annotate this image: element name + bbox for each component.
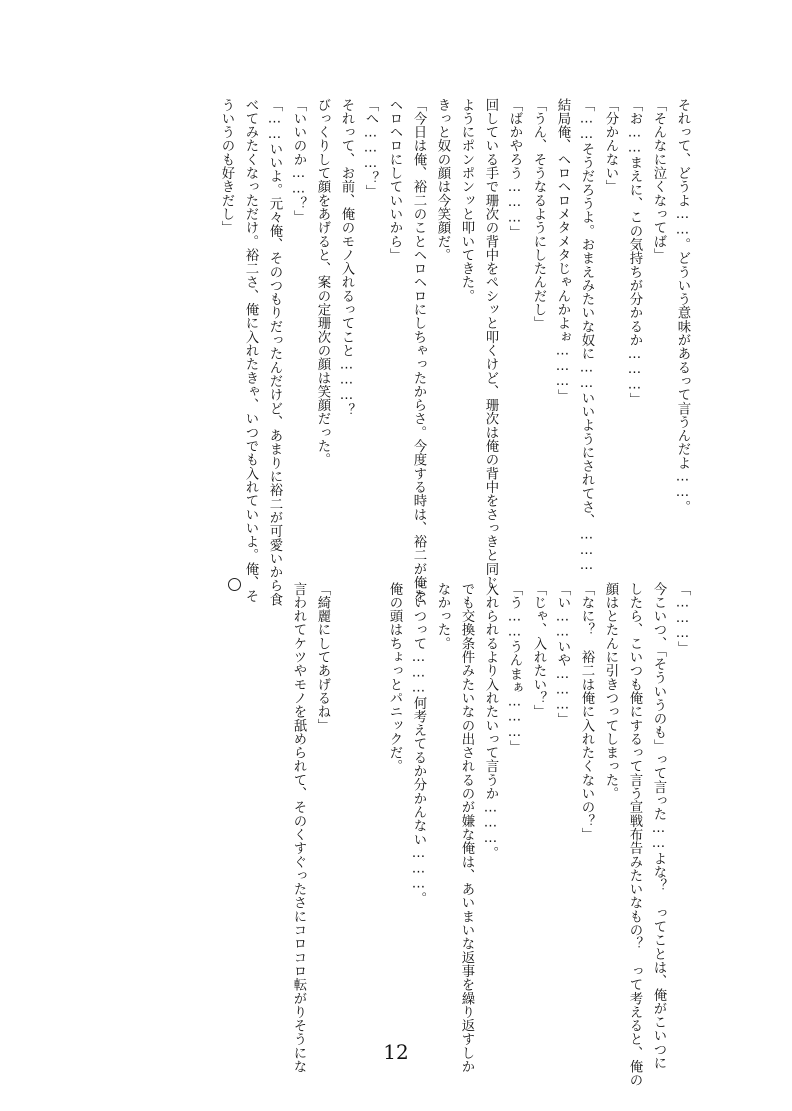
text-line: 回している手で珊次の背中をペシッと叩くけど、珊次は俺の背中をさっきと同じ bbox=[483, 98, 498, 590]
text-line: 「……そうだろうよ。おまえみたいな奴に……いいようにされてさ、……… bbox=[579, 98, 594, 574]
text-line: 「う……うんまぁ………」 bbox=[507, 582, 522, 754]
text-line: でも交換条件みたいなの出されるのが嫌な俺は、あいまいな返事を繰り返すしか bbox=[459, 582, 474, 1074]
text-line: 入れられるより入れたいって言うか………。 bbox=[483, 582, 498, 860]
text-line: 「なに？ 裕二は俺に入れたくないの？」 bbox=[579, 582, 594, 842]
text-line: 「……いいよ。元々俺、そのつもりだったんだけど、あまりに裕二が可愛いから食 bbox=[267, 98, 282, 607]
page-number: 12 bbox=[383, 1040, 409, 1064]
text-line: べてみたくなっただけ。裕二さ、俺に入れたきゃ、いつでも入れていいよ。俺、そ bbox=[243, 98, 258, 604]
text-line: ようにポンポンッと叩いてきた。 bbox=[459, 98, 474, 303]
text-line: 「ばかやろう………」 bbox=[507, 98, 522, 240]
text-line: それって、お前、俺のモノ入れるってこと………？ bbox=[339, 98, 354, 417]
text-line: ヘロヘロにしていいから」 bbox=[387, 98, 402, 262]
text-line: きっと奴の顔は今笑顔だ。 bbox=[435, 98, 450, 262]
text-line: 「い……いや………」 bbox=[555, 582, 570, 727]
text-line: こいつって………何考えてるか分かんない………。 bbox=[411, 582, 426, 906]
text-line: 俺の頭はちょっとパニックだ。 bbox=[387, 582, 402, 774]
scene-break-circle bbox=[228, 578, 241, 591]
text-line: びっくりして顔をあげると、案の定珊次の顔は笑顔だった。 bbox=[315, 98, 330, 467]
text-line: 「じゃ、入れたい？」 bbox=[531, 582, 546, 719]
text-line: 「いいのか……？」 bbox=[291, 98, 306, 225]
text-line: 顔はとたんに引きつってしまった。 bbox=[603, 582, 618, 801]
text-line: 「うん、そうなるようにしたんだし」 bbox=[531, 98, 546, 331]
text-line: 「お……まえに、この気持ちが分かるか………」 bbox=[627, 98, 642, 407]
text-line: 「綺麗にしてあげるね」 bbox=[315, 582, 330, 733]
text-line: ういうのも好きだし」 bbox=[219, 98, 234, 235]
text-line: 「分かんない」 bbox=[603, 98, 618, 194]
text-line: 「そんなに泣くなってば」 bbox=[651, 98, 666, 262]
text-line: 今こいつ、「そういうのも」って言った……よな？ ってことは、俺がこいつに bbox=[651, 582, 666, 1070]
text-line: なかった。 bbox=[435, 582, 450, 651]
text-line: それって、どうよ……。どういう意味があるって言うんだよ……。 bbox=[675, 98, 690, 514]
text-line: 「今日は俺、裕二のことヘロヘロにしちゃったからさ。今度する時は、裕二が俺を bbox=[411, 98, 426, 604]
text-line: したら、こいつも俺にするって言う宣戦布告みたいなもの？ って考えると、俺の bbox=[627, 582, 642, 1088]
text-line: 言われてケツやモノを舐められて、そのくすぐったさにコロコロ転がりそうにな bbox=[291, 582, 306, 1074]
text-line: 「………」 bbox=[675, 582, 690, 656]
text-line: 結局俺、ヘロヘロメタメタじゃんかよぉ………」 bbox=[555, 98, 570, 404]
text-line: 「へ………？」 bbox=[363, 98, 378, 199]
